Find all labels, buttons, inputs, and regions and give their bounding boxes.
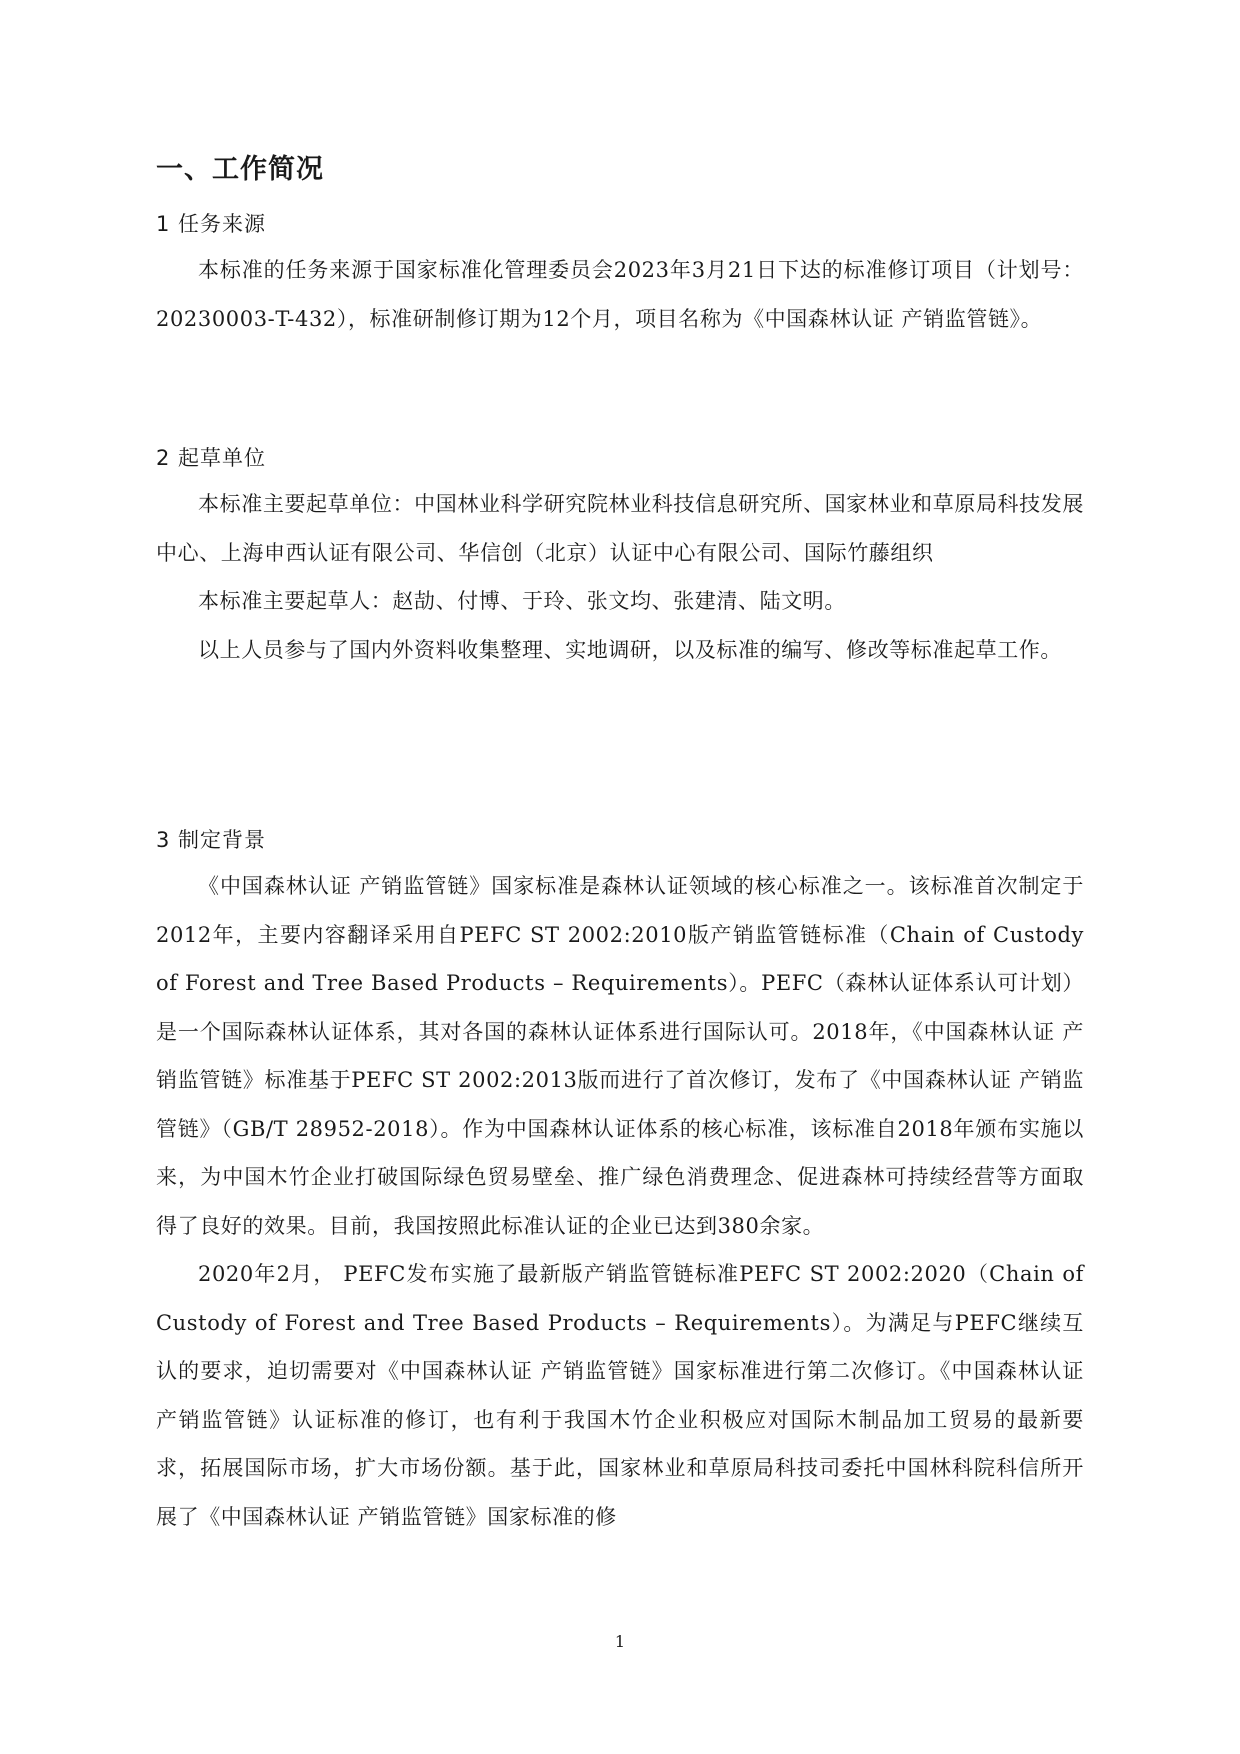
chapter-title: 一、工作简况 <box>156 154 324 185</box>
section-heading: 1 任务来源 <box>156 212 267 236</box>
page-number: 1 <box>614 1632 626 1651</box>
paragraph: 本标准主要起草单位：中国林业科学研究院林业科技信息研究所、国家林业和草原局科技发展中心、上海申西认证有限公司、华信创（北京）认证中心有限公司、国际竹藤组织 <box>156 492 1084 565</box>
paragraph: 2020年2月， PEFC发布实施了最新版产销监管链标准PEFC ST 2002:2020（Chain of Custody of Forest and Tree Based Products – Requirements）。为满足与PEFC继续互认的要求，迫切需要对《中国森林认证 产销监管链》国家标准进行第二次修订。《中国森林认证 产销监管链》认证标准的修订，也有利于我国木竹企业积极应对国际木制品加工贸易的最新要求，拓展国际市场，扩大市场份额。基于此，国家林业和草原局科技司委托中国林科院科信所开展了《中国森林认证 产销监管链》国家标准的修 <box>156 1262 1084 1529</box>
section-heading: 2 起草单位 <box>156 446 267 470</box>
section-heading: 3 制定背景 <box>156 828 267 852</box>
paragraph: 《中国森林认证 产销监管链》国家标准是森林认证领域的核心标准之一。该标准首次制定于2012年，主要内容翻译采用自PEFC ST 2002:2010版产销监管链标准（Chain of Custody of Forest and Tree Based Products – Requirements）。PEFC（森林认证体系认可计划）是一个国际森林认证体系，其对各国的森林认证体系进行国际认可。2018年，《中国森林认证 产销监管链》标准基于PEFC ST 2002:2013版而进行了首次修订，发布了《中国森林认证 产销监管链》（GB/T 28952-2018）。作为中国森林认证体系的核心标准，该标准自2018年颁布实施以来，为中国木竹企业打破国际绿色贸易壁垒、推广绿色消费理念、促进森林可持续经营等方面取得了良好的效果。目前，我国按照此标准认证的企业已达到380余家。 <box>156 874 1084 1238</box>
section-task-source <box>156 206 1084 343</box>
paragraph: 本标准主要起草人：赵劼、付博、于玲、张文均、张建清、陆文明。 <box>198 589 846 613</box>
document-page <box>156 0 1084 1754</box>
section-drafting-units <box>156 440 1084 674</box>
section-background <box>156 822 1084 1541</box>
paragraph: 本标准的任务来源于国家标准化管理委员会2023年3月21日下达的标准修订项目（计划号：20230003-T-432），标准研制修订期为12个月，项目名称为《中国森林认证 产销监管链》。 <box>156 258 1084 331</box>
paragraph: 以上人员参与了国内外资料收集整理、实地调研，以及标准的编写、修改等标准起草工作。 <box>198 637 1062 662</box>
